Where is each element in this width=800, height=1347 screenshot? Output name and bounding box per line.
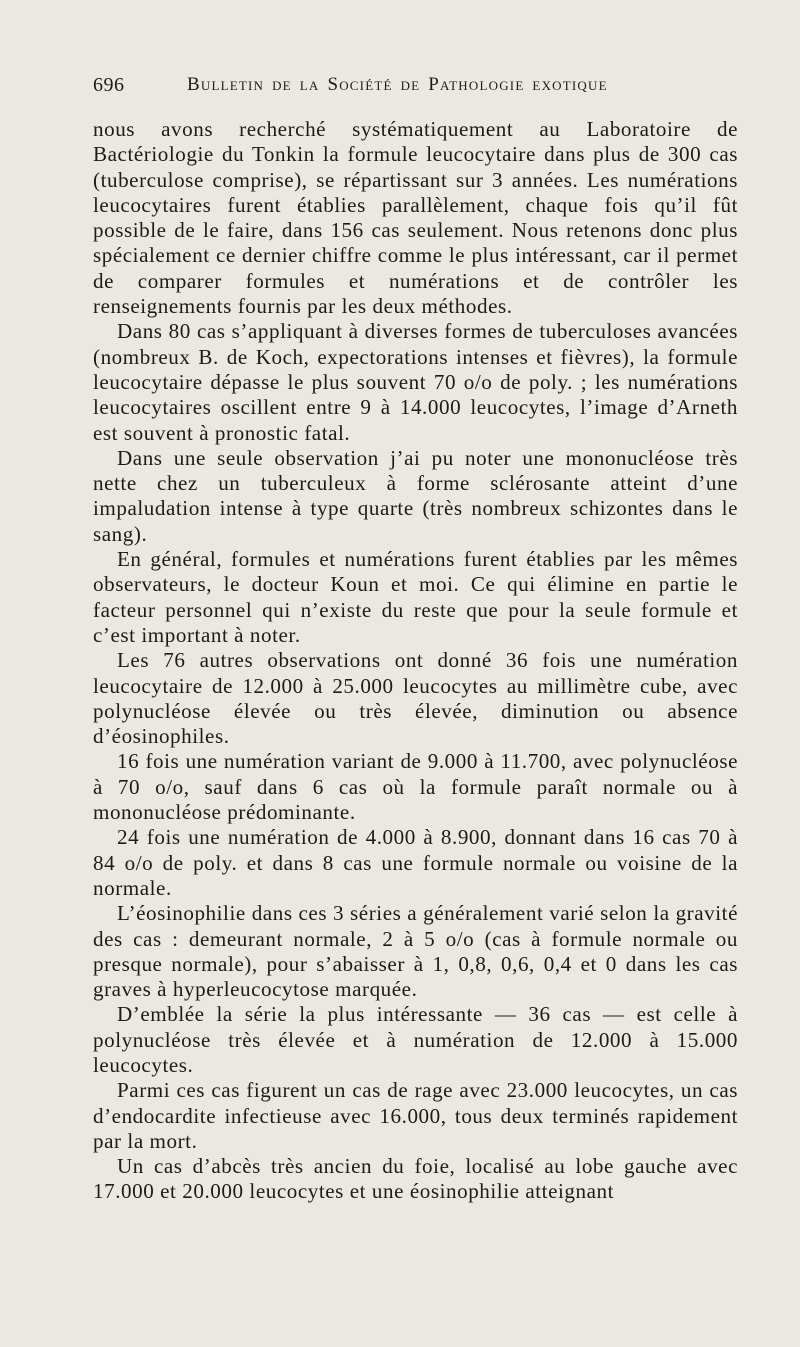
paragraph: Les 76 autres observations ont donné 36 fois une numération leucocytaire de 12.000 à 25.000 leucocytes au millimètre cube, avec polynucléose élevée ou très élevée, diminution ou absence d’éosinophiles. [93, 648, 738, 749]
running-title: Bulletin de la Société de Pathologie exotique [187, 74, 608, 95]
paragraph: D’emblée la série la plus intéressante — 36 cas — est celle à polynucléose très élevée et à numération de 12.000 à 15.000 leucocytes. [93, 1002, 738, 1077]
paragraph: nous avons recherché systématiquement au Laboratoire de Bactériologie du Tonkin la formule leucocytaire dans plus de 300 cas (tuberculose comprise), se répartissant sur 3 années. Les numérations leucocytaires furent établies parallèlement, chaque fois qu’il fût possible de le faire, dans 156 cas seulement. Nous retenons donc plus spécialement ce dernier chiffre comme le plus intéressant, car il permet de comparer formules et numérations et de contrôler les renseignements fournis par les deux méthodes. [93, 117, 738, 319]
paragraph: Parmi ces cas figurent un cas de rage avec 23.000 leucocytes, un cas d’endocardite infectieuse avec 16.000, tous deux terminés rapidement par la mort. [93, 1078, 738, 1153]
paragraph: Dans 80 cas s’appliquant à diverses formes de tuberculoses avancées (nombreux B. de Koch, expectorations intenses et fièvres), la formule leucocytaire dépasse le plus souvent 70 o/o de poly. ; les numérations leucocytaires oscillent entre 9 à 14.000 leucocytes, l’image d’Arneth est souvent à pronostic fatal. [93, 319, 738, 445]
article-body [93, 117, 738, 1205]
paragraph: En général, formules et numérations furent établies par les mêmes observateurs, le docteur Koun et moi. Ce qui élimine en partie le facteur personnel qui n’existe du reste que pour la seule formule et c’est important à noter. [93, 547, 738, 647]
paragraph: L’éosinophilie dans ces 3 séries a généralement varié selon la gravité des cas : demeurant normale, 2 à 5 o/o (cas à formule normale ou presque normale), pour s’abaisser à 1, 0,8, 0,6, 0,4 et 0 dans les cas graves à hyperleucocytose marquée. [93, 901, 738, 1002]
paragraph: Dans une seule observation j’ai pu noter une mononucléose très nette chez un tuberculeux à forme sclérosante atteint d’une impaludation intense à type quarte (très nombreux schizontes dans le sang). [93, 445, 738, 546]
page-number: 696 [93, 74, 125, 96]
paragraph: 24 fois une numération de 4.000 à 8.900, donnant dans 16 cas 70 à 84 o/o de poly. et dans 8 cas une formule normale ou voisine de la normale. [93, 825, 738, 900]
paragraph: 16 fois une numération variant de 9.000 à 11.700, avec polynucléose à 70 o/o, sauf dans 6 cas où la formule paraît normale ou à mononucléose prédominante. [93, 749, 738, 825]
paragraph: Un cas d’abcès très ancien du foie, localisé au lobe gauche avec 17.000 et 20.000 leucocytes et une éosinophilie atteignant [93, 1154, 738, 1204]
running-header [93, 74, 738, 100]
